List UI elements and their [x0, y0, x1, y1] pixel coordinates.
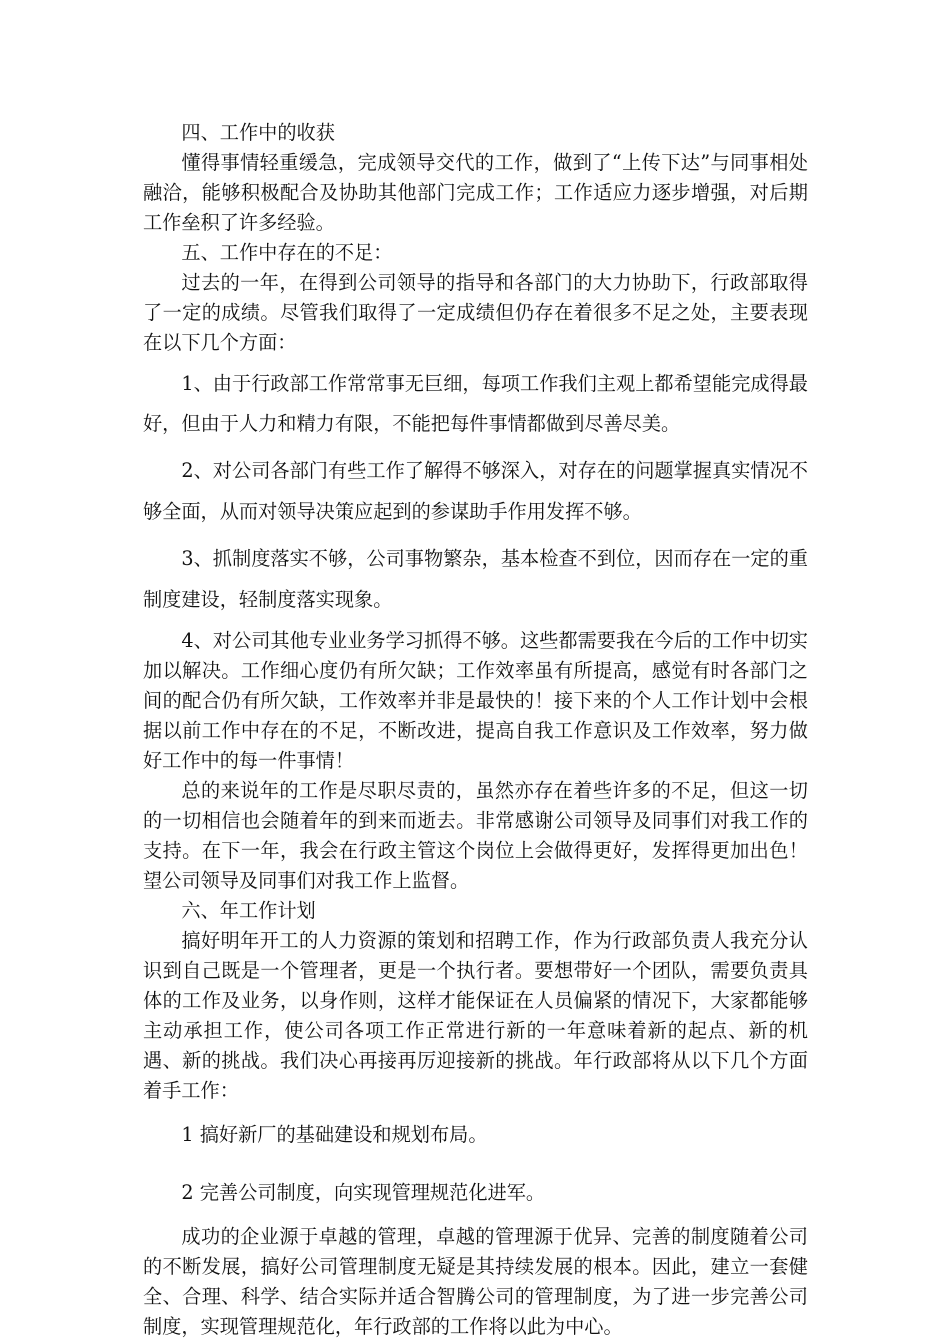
plan-item-1: 1 搞好新厂的基础建设和规划布局。: [181, 1123, 488, 1146]
shortcoming-item-4: 4、对公司其他专业业务学习抓得不够。这些都需要我在今后的工作中切实加以解决。工作细心度仍有所欠缺；工作效率虽有所提高，感觉有时各部门之间的配合仍有所欠缺，工作效率并非是最快的！接下来的个人工作计划中会根据以前工作中存在的不足，不断改进，提高自我工作意识及工作效率，努力做好工作中的每一件事情！: [143, 629, 808, 772]
section-6-heading: 六、年工作计划: [181, 899, 316, 922]
section-6-paragraph: 搞好明年开工的人力资源的策划和招聘工作，作为行政部负责人我充分认识到自己既是一个管理者，更是一个执行者。要想带好一个团队，需要负责具体的工作及业务，以身作则，这样才能保证在人员偏紧的情况下，大家都能够主动承担工作，使公司各项工作正常进行新的一年意味着新的起点、新的机遇、新的挑战。我们决心再接再厉迎接新的挑战。年行政部将从以下几个方面着手工作：: [143, 929, 808, 1102]
section-5-heading: 五、工作中存在的不足：: [181, 241, 393, 264]
shortcoming-item-1: 1、由于行政部工作常常事无巨细，每项工作我们主观上都希望能完成得最好，但由于人力和精力有限，不能把每件事情都做到尽善尽美。: [143, 372, 808, 435]
section-4-paragraph: 懂得事情轻重缓急，完成领导交代的工作，做到了“上传下达”与同事相处融洽，能够积极配合及协助其他部门完成工作；工作适应力逐步增强，对后期工作垒积了许多经验。: [143, 151, 808, 234]
document-body: [143, 118, 808, 1342]
shortcoming-item-3: 3、抓制度落实不够，公司事物繁杂，基本检查不到位，因而存在一定的重制度建设，轻制度落实现象。: [143, 547, 808, 611]
section-4-heading: 四、工作中的收获: [181, 121, 335, 144]
shortcoming-item-2: 2、对公司各部门有些工作了解得不够深入，对存在的问题掌握真实情况不够全面，从而对领导决策应起到的参谋助手作用发挥不够。: [143, 459, 808, 523]
plan-item-2: 2 完善公司制度，向实现管理规范化进军。: [181, 1181, 546, 1204]
closing-paragraph: 成功的企业源于卓越的管理，卓越的管理源于优异、完善的制度随着公司的不断发展，搞好公司管理制度无疑是其持续发展的根本。因此，建立一套健全、合理、科学、结合实际并适合智腾公司的管理制度，为了进一步完善公司制度，实现管理规范化，年行政部的工作将以此为中心。: [143, 1225, 808, 1338]
section-5-paragraph: 过去的一年，在得到公司领导的指导和各部门的大力协助下，行政部取得了一定的成绩。尽管我们取得了一定成绩但仍存在着很多不足之处，主要表现在以下几个方面：: [143, 271, 808, 354]
summary-paragraph: 总的来说年的工作是尽职尽责的，虽然亦存在着些许多的不足，但这一切的一切相信也会随着年的到来而逝去。非常感谢公司领导及同事们对我工作的支持。在下一年，我会在行政主管这个岗位上会做得更好，发挥得更加出色！望公司领导及同事们对我工作上监督。: [143, 779, 808, 892]
